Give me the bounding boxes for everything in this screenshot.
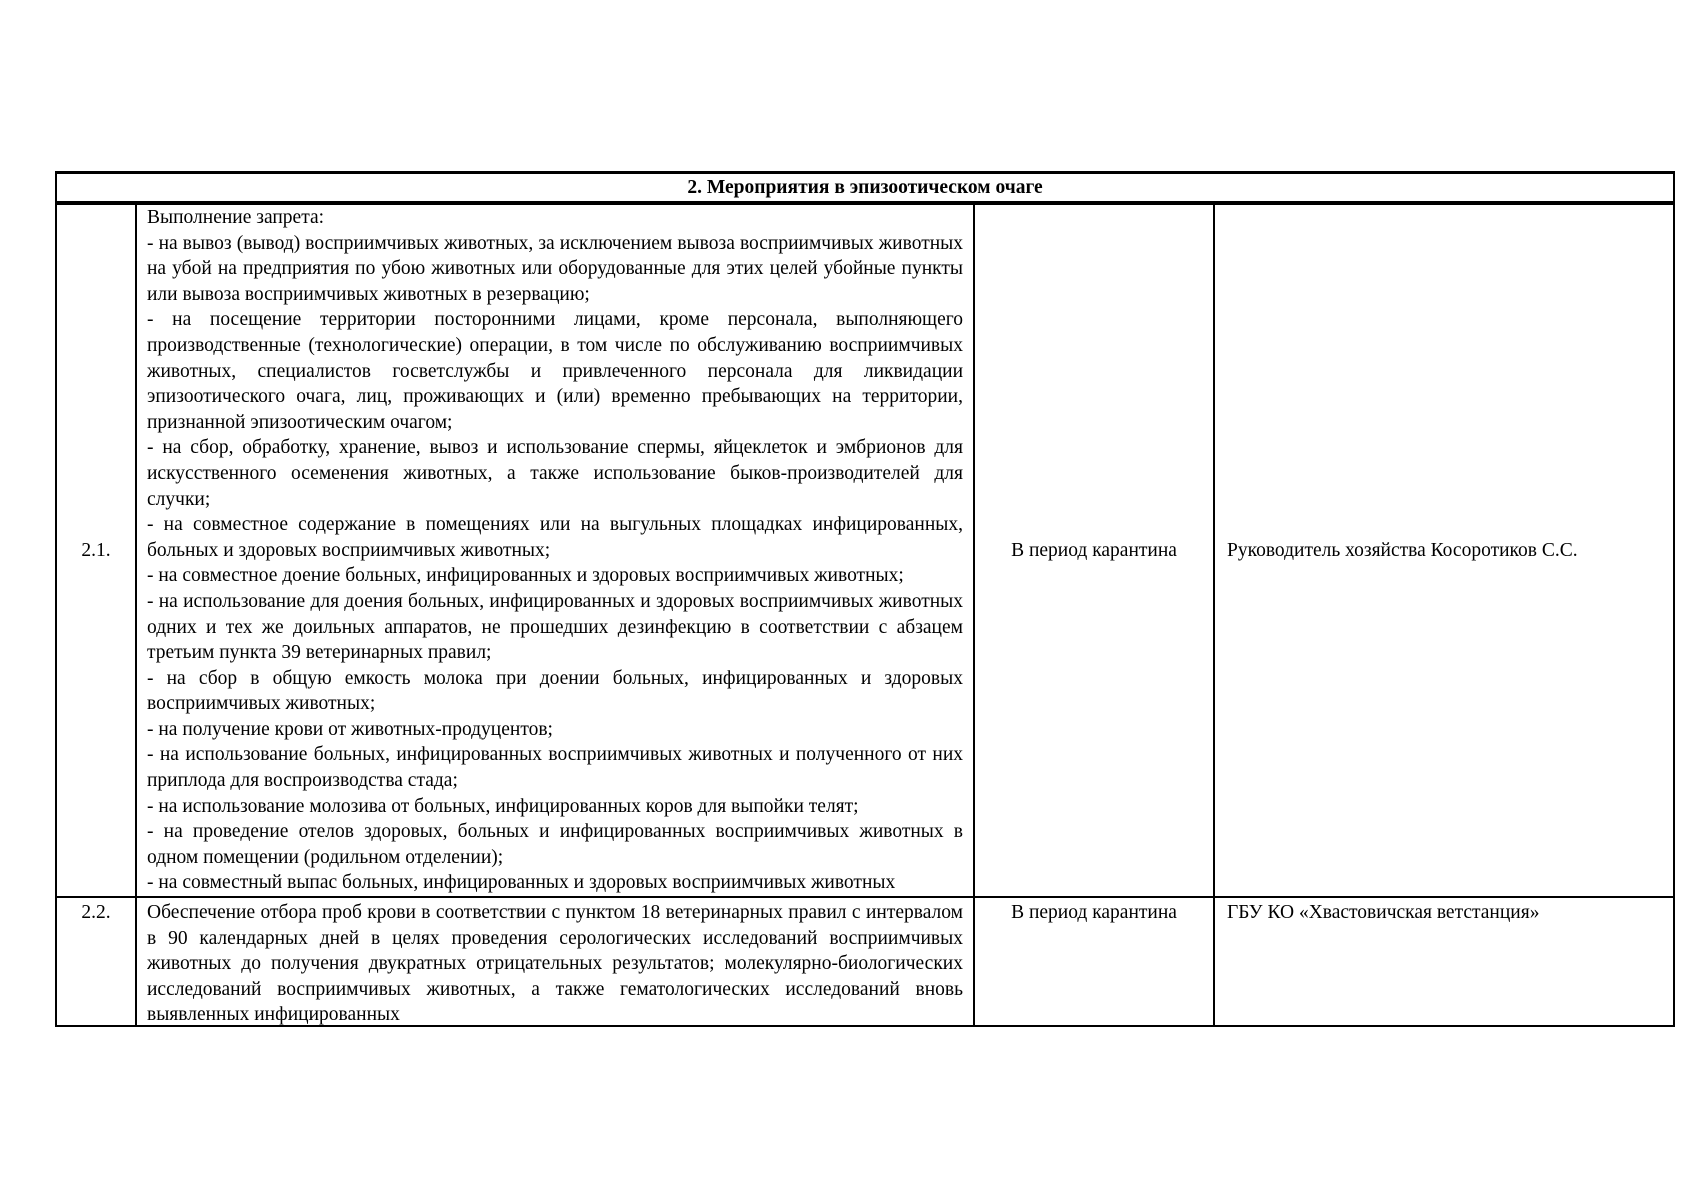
measure-paragraph: - на посещение территории посторонними лицами, кроме персонала, выполняющего производственные (технологические) операции, в том числе по обслуживанию восприимчивых животных, специалистов госветслужбы и привлеченного персонала для ликвидации эпизоотического очага, лиц, проживающих и (или) временно пребывающих на территории, признанной эпизоотическим очагом; <box>147 309 963 433</box>
measure-paragraph: - на совместное содержание в помещениях или на выгульных площадках инфицированных, больных и здоровых восприимчивых животных; <box>147 514 963 561</box>
measure-paragraph: - на использование для доения больных, инфицированных и здоровых восприимчивых животных одних и тех же доильных аппаратов, не прошедших дезинфекцию в соответствии с абзацем третьим пункта 39 ветеринарных правил; <box>147 590 963 664</box>
measure-paragraph: - на сбор, обработку, хранение, вывоз и использование спермы, яйцеклеток и эмбрионов для искусственного осеменения животных, а также использование быков-производителей для случки; <box>147 437 963 510</box>
period-cell: В период карантина <box>974 897 1214 1026</box>
measure-paragraph: - на вывоз (вывод) восприимчивых животных, за исключением вывоза восприимчивых животных на убой на предприятия по убою животных или оборудованные для этих целей убойные пункты или вывоза восприимчивых животных в резервацию; <box>147 232 963 305</box>
table-row <box>56 203 1674 897</box>
section-header-row <box>56 173 1674 204</box>
row-number <box>56 897 136 1026</box>
measure-paragraph: - на проведение отелов здоровых, больных и инфицированных восприимчивых животных в одном помещении (родильном отделении); <box>147 821 963 868</box>
measure-text <box>136 203 974 897</box>
measure-paragraph: - на использование больных, инфицированных восприимчивых животных и полученного от них приплода для воспроизводства стада; <box>147 744 963 792</box>
responsible-cell: Руководитель хозяйства Косоротиков С.С. <box>1214 203 1674 897</box>
period-cell: В период карантина <box>974 203 1214 897</box>
row-number-text: 2.2. <box>81 902 111 924</box>
measure-paragraph: Выполнение запрета: <box>147 207 325 228</box>
measure-paragraph: - на использование молозива от больных, инфицированных коров для выпойки телят; <box>147 795 859 817</box>
measure-text <box>136 897 974 1026</box>
section-title: 2. Мероприятия в эпизоотическом очаге <box>56 173 1674 204</box>
row-number-text: 2.1. <box>81 539 111 561</box>
measure-paragraph: - на совместный выпас больных, инфицированных и здоровых восприимчивых животных <box>147 872 896 894</box>
table-row <box>56 897 1674 1026</box>
measure-paragraph: Обеспечение отбора проб крови в соответствии с пунктом 18 ветеринарных правил с интервалом в 90 календарных дней в целях проведения серологических исследований восприимчивых животных до получения двукратных отрицательных результатов; молекулярно-биологических исследований восприимчивых животных, а также гематологических исследований вновь выявленных инфицированных <box>147 902 963 1026</box>
row-number <box>56 203 136 897</box>
measure-paragraph: - на совместное доение больных, инфицированных и здоровых восприимчивых животных; <box>147 565 904 587</box>
measures-table <box>55 171 1675 1027</box>
measure-paragraph: - на получение крови от животных-продуцентов; <box>147 718 553 740</box>
measure-paragraph: - на сбор в общую емкость молока при доении больных, инфицированных и здоровых восприимчивых животных; <box>147 667 963 715</box>
responsible-cell: ГБУ КО «Хвастовичская ветстанция» <box>1214 897 1674 1026</box>
